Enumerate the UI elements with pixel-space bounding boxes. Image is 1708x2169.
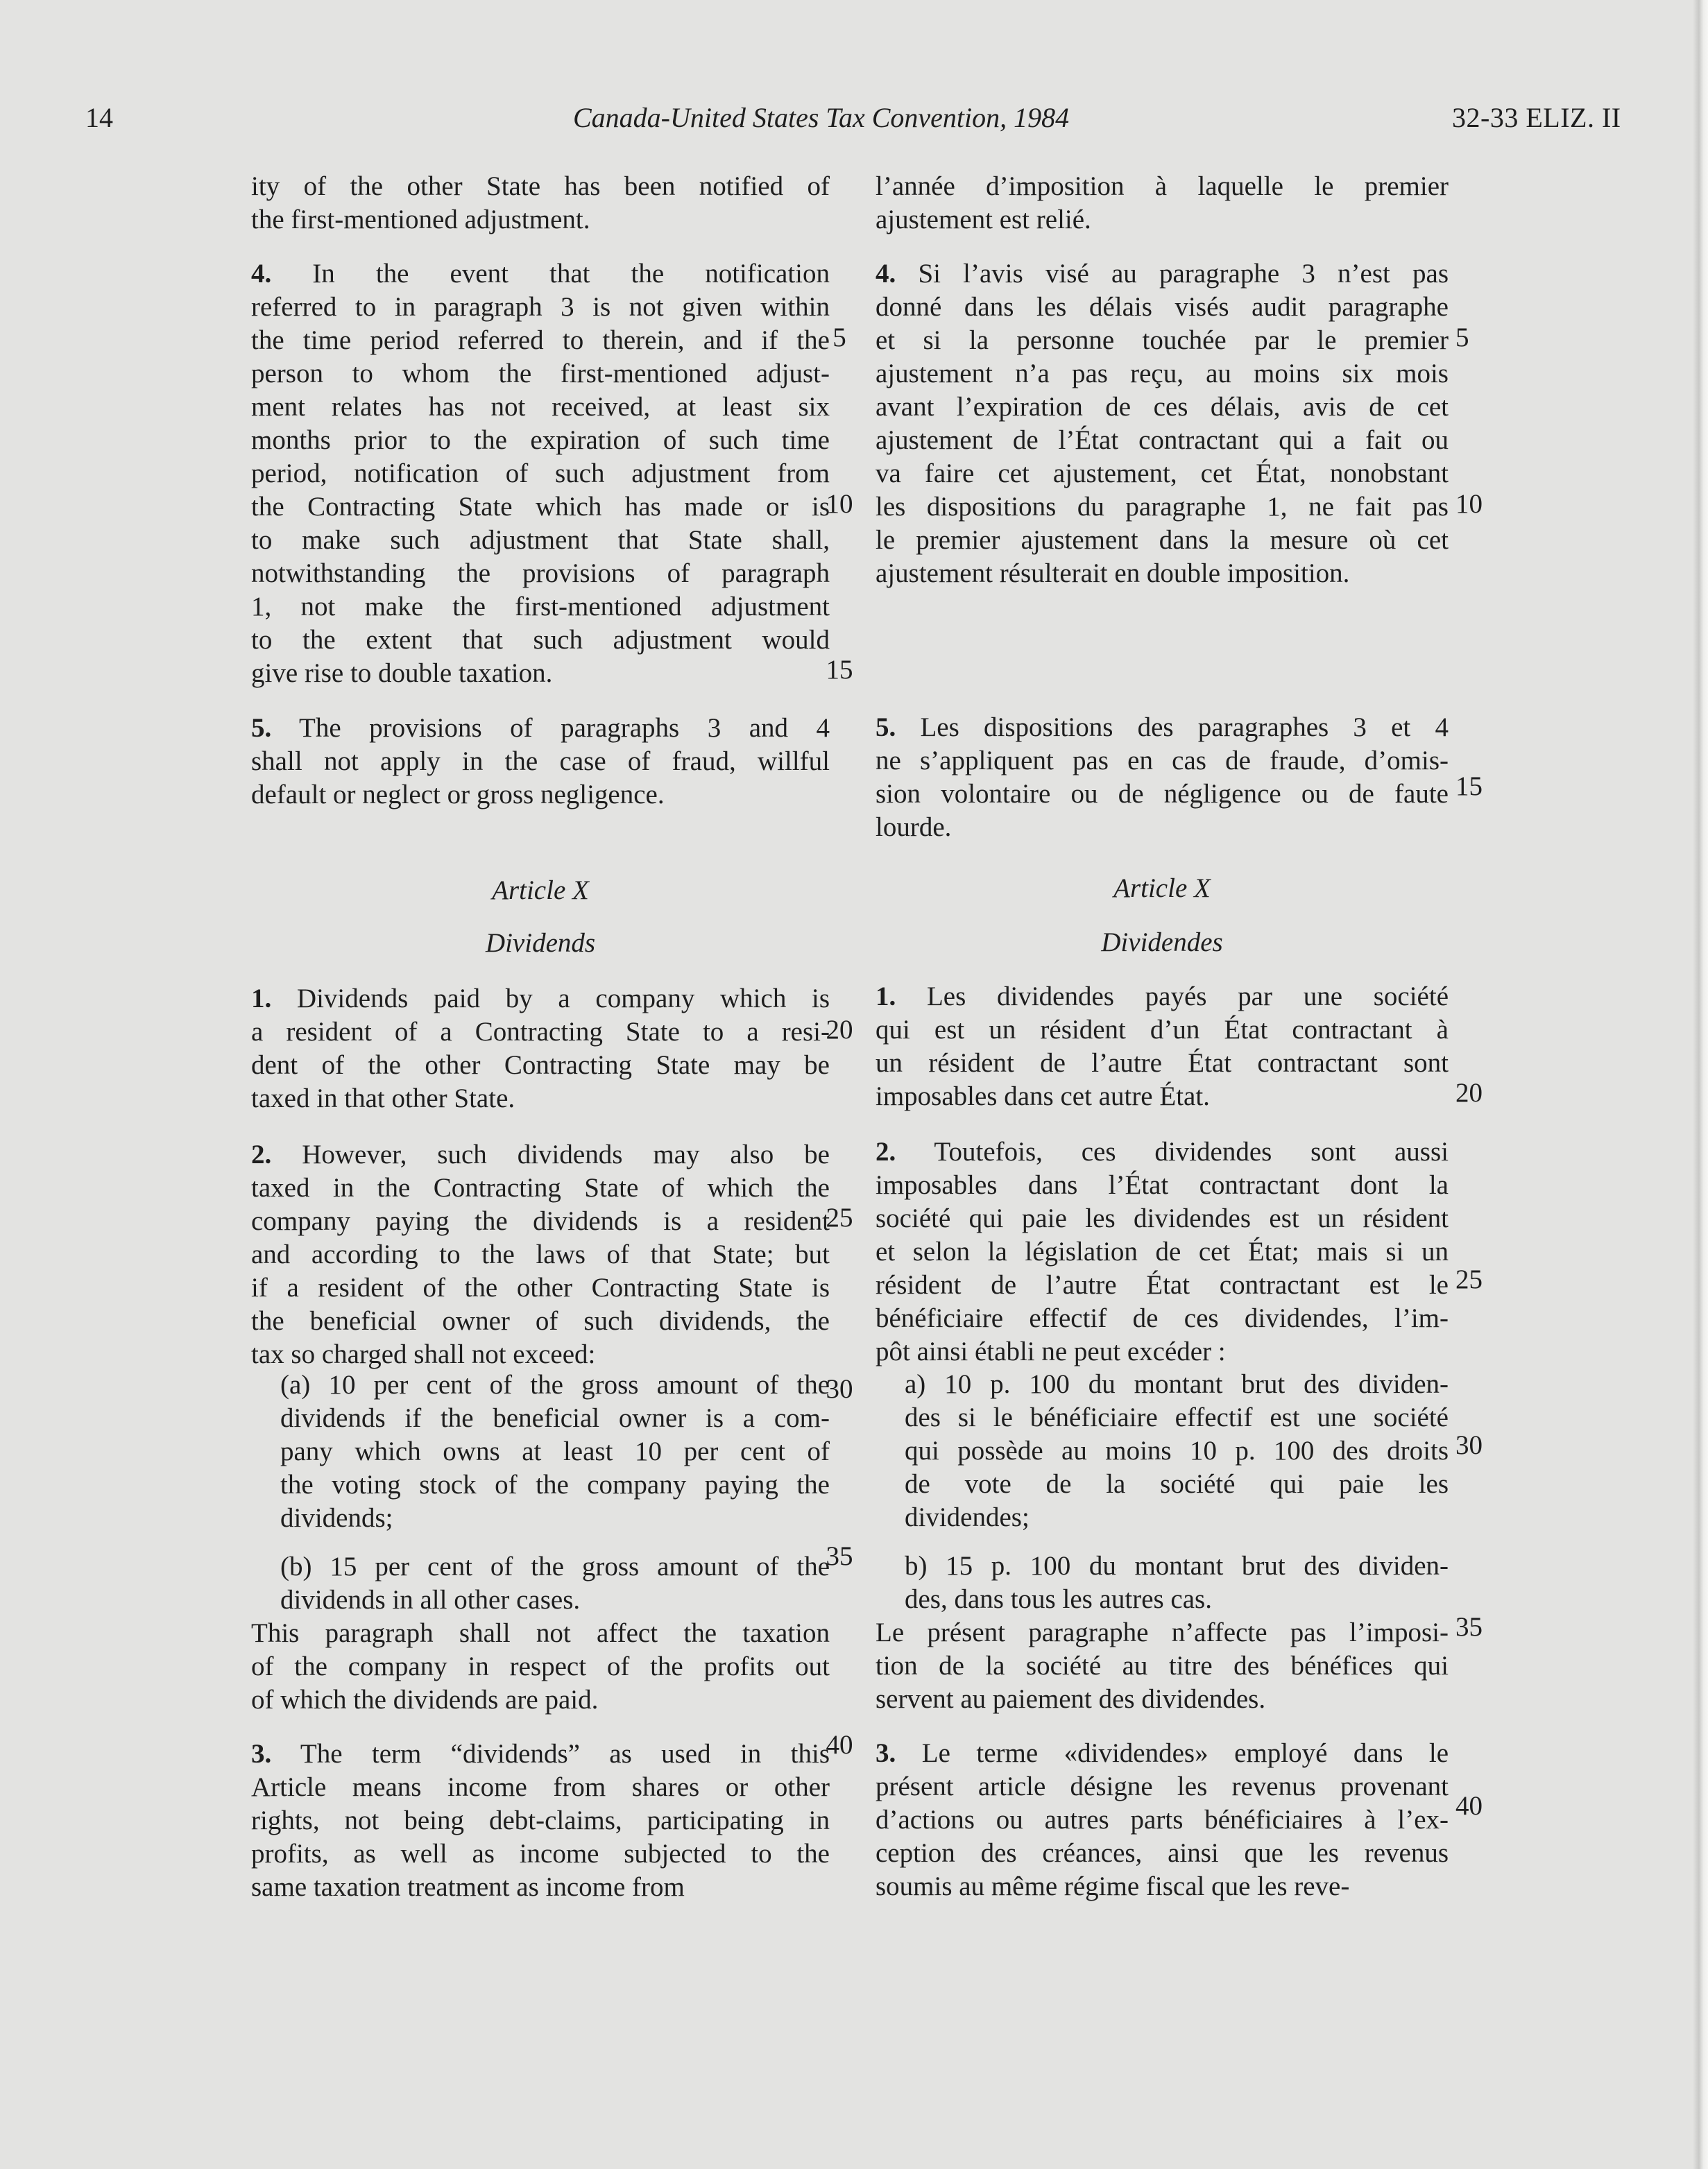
paragraph [251, 712, 830, 812]
line-number: 20 [1455, 1078, 1483, 1108]
text-line [251, 1402, 830, 1435]
paragraph [251, 170, 830, 237]
line-text: a resident of a Contracting State to a resi- [251, 1017, 830, 1047]
line-text: un résident de l’autre État contractant sont [876, 1048, 1449, 1078]
line-text: taxed in the Contracting State of which the [251, 1173, 830, 1203]
text-line [251, 1138, 830, 1172]
line-text: In the event that the notification [312, 259, 830, 289]
line-text: servent au paiement des dividendes. [876, 1684, 1266, 1714]
line-text: if a resident of the other Contracting State is [251, 1273, 830, 1303]
text-line [251, 1238, 830, 1271]
heading-text: Dividendes [1101, 927, 1223, 957]
line-text: default or neglect or gross negligence. [251, 780, 665, 809]
line-text: Le terme «dividendes» employé dans le [921, 1738, 1449, 1768]
line-text: pany which owns at least 10 per cent of [280, 1437, 830, 1466]
text-line [876, 324, 1449, 357]
text-line [251, 1015, 830, 1049]
paragraph-number: 5. [876, 712, 896, 742]
text-line [876, 1135, 1449, 1169]
text-line [876, 711, 1449, 744]
line-text: 10 per cent of the gross amount of the [328, 1370, 830, 1400]
line-text: ity of the other State has been notified of [251, 171, 830, 201]
paragraph-number: 3. [251, 1739, 272, 1769]
line-text: qui est un résident d’un État contractant à [876, 1015, 1449, 1045]
line-text: tax so charged shall not exceed: [251, 1339, 596, 1369]
text-line [251, 778, 830, 812]
text-line [876, 1434, 1449, 1468]
text-line [251, 1082, 830, 1115]
line-text: to the extent that such adjustment would [251, 625, 830, 655]
line-number: 30 [1455, 1430, 1483, 1460]
text-line [876, 744, 1449, 778]
text-line [251, 745, 830, 778]
text-line [876, 457, 1449, 490]
page-number: 14 [85, 102, 113, 133]
line-text: qui possède au moins 10 p. 100 des droits [905, 1436, 1449, 1466]
line-number: 5 [1455, 323, 1469, 352]
heading-text: Article X [492, 875, 589, 905]
text-line [251, 490, 830, 524]
line-text: et si la personne touchée par le premier [876, 325, 1449, 355]
line-text: the beneficial owner of such dividends, the [251, 1306, 830, 1336]
line-text: 10 p. 100 du montant brut des dividen- [944, 1369, 1449, 1399]
line-text: imposables dans l’État contractant dont la [876, 1170, 1449, 1200]
line-text: same taxation treatment as income from [251, 1872, 685, 1902]
text-line [251, 170, 830, 203]
text-line [251, 1771, 830, 1804]
text-line [251, 1049, 830, 1082]
running-title: Canada-United States Tax Convention, 1984 [573, 102, 1070, 133]
text-line [876, 490, 1449, 524]
text-line [251, 1617, 830, 1650]
line-text: ajustement n’a pas reçu, au moins six mois [876, 359, 1449, 388]
line-text: dividends in all other cases. [280, 1585, 581, 1615]
line-text: Les dividendes payés par une société [926, 981, 1449, 1011]
text-line [876, 1013, 1449, 1047]
text-line [251, 1271, 830, 1305]
line-text: Si l’avis visé au paragraphe 3 n’est pas [918, 259, 1449, 289]
line-text: period, notification of such adjustment from [251, 458, 830, 488]
line-text: des si le bénéficiaire effectif est une société [905, 1403, 1449, 1432]
text-line [251, 1804, 830, 1837]
text-line [251, 1683, 830, 1717]
text-line [876, 203, 1449, 237]
line-number: 5 [832, 323, 846, 352]
line-text: le premier ajustement dans la mesure où cet [876, 525, 1449, 555]
text-line [876, 524, 1449, 557]
line-text: Toutefois, ces dividendes sont aussi [934, 1137, 1449, 1167]
line-number: 15 [826, 655, 853, 685]
subparagraph [251, 1550, 830, 1617]
statute-reference: 32-33 ELIZ. II [1452, 102, 1621, 133]
text-line [876, 424, 1449, 457]
line-text: the Contracting State which has made or is [251, 492, 830, 522]
paragraph-number: 2. [251, 1140, 272, 1169]
text-line [876, 1683, 1449, 1716]
line-text: 1, not make the first-mentioned adjustment [251, 592, 830, 621]
line-text: les dispositions du paragraphe 1, ne fait pas [876, 492, 1449, 522]
text-line [876, 257, 1449, 291]
line-text: person to whom the first-mentioned adjust- [251, 359, 830, 388]
text-line [251, 1871, 830, 1904]
text-line [251, 982, 830, 1015]
text-line [251, 1584, 830, 1617]
line-text: ment relates has not received, at least six [251, 392, 830, 422]
line-text: Le présent paragraphe n’affecte pas l’imposi- [876, 1618, 1449, 1647]
text-line [251, 557, 830, 590]
text-line [876, 557, 1449, 590]
line-text: shall not apply in the case of fraud, willful [251, 746, 830, 776]
text-line [251, 624, 830, 657]
text-line [251, 1550, 830, 1584]
line-text: taxed in that other State. [251, 1083, 515, 1113]
paragraph [876, 980, 1449, 1113]
text-line [876, 1583, 1449, 1616]
line-text: company paying the dividends is a resident [251, 1206, 830, 1236]
text-line [876, 1649, 1449, 1683]
text-line [876, 1368, 1449, 1401]
line-text: The term “dividends” as used in this [300, 1739, 830, 1769]
text-line [251, 424, 830, 457]
text-line [876, 811, 1449, 844]
line-text: tion de la société au titre des bénéfices qui [876, 1651, 1449, 1681]
paragraph [251, 257, 830, 690]
text-line [876, 1269, 1449, 1302]
text-line [251, 1172, 830, 1205]
text-line [876, 1169, 1449, 1202]
text-line [876, 1501, 1449, 1534]
line-number: 15 [1455, 771, 1483, 801]
line-text: The provisions of paragraphs 3 and 4 [299, 713, 830, 743]
line-text: d’actions ou autres parts bénéficiaires à l’ex- [876, 1805, 1449, 1835]
line-text: This paragraph shall not affect the taxation [251, 1618, 830, 1648]
line-text: the voting stock of the company paying the [280, 1470, 830, 1500]
line-text: of which the dividends are paid. [251, 1685, 599, 1715]
paragraph [876, 1135, 1449, 1369]
line-text: présent article désigne les revenus provenant [876, 1772, 1449, 1801]
paragraph-number: 3. [876, 1738, 896, 1768]
paragraph-number: 2. [876, 1137, 896, 1167]
line-text: soumis au même régime fiscal que les reve- [876, 1871, 1350, 1901]
paragraph [251, 982, 830, 1115]
line-text: Article means income from shares or other [251, 1772, 830, 1802]
text-line [876, 1302, 1449, 1335]
text-line [251, 590, 830, 624]
paragraph-number: 1. [251, 984, 272, 1013]
text-line [251, 1650, 830, 1683]
paragraph-number: 5. [251, 713, 272, 743]
text-line [251, 1837, 830, 1871]
line-text: 15 p. 100 du montant brut des dividen- [946, 1551, 1449, 1581]
text-line [876, 1803, 1449, 1837]
text-line [876, 291, 1449, 324]
text-line [876, 1047, 1449, 1080]
article-heading [876, 926, 1449, 959]
text-line [876, 1550, 1449, 1583]
text-line [251, 1738, 830, 1771]
line-text: pôt ainsi établi ne peut excéder : [876, 1337, 1226, 1366]
line-text: Les dispositions des paragraphes 3 et 4 [920, 712, 1449, 742]
page-edge-shadow [1693, 0, 1708, 2169]
line-text: avant l’expiration de ces délais, avis de cet [876, 392, 1449, 422]
text-line [876, 1401, 1449, 1434]
paragraph-number: 4. [251, 259, 272, 289]
text-line [251, 1502, 830, 1535]
text-line [876, 1737, 1449, 1770]
line-number: 25 [826, 1203, 853, 1233]
line-number: 40 [826, 1730, 853, 1760]
text-line [876, 391, 1449, 424]
paragraph-number: 1. [876, 981, 896, 1011]
text-line [876, 1870, 1449, 1903]
line-text: résident de l’autre État contractant est le [876, 1270, 1449, 1300]
line-number: 10 [826, 489, 853, 519]
line-number: 40 [1455, 1791, 1483, 1821]
line-number: 10 [1455, 489, 1483, 519]
text-line [251, 712, 830, 745]
text-line [251, 657, 830, 690]
text-line [251, 457, 830, 490]
text-line [876, 1837, 1449, 1870]
item-label: a) [905, 1369, 926, 1399]
line-text: the time period referred to therein, and if the [251, 325, 830, 355]
paragraph [876, 1616, 1449, 1716]
text-line [876, 1235, 1449, 1269]
text-line [876, 357, 1449, 391]
line-number: 35 [826, 1541, 853, 1571]
text-line [251, 1369, 830, 1402]
text-line [251, 291, 830, 324]
text-line [251, 1205, 830, 1238]
line-text: imposables dans cet autre État. [876, 1081, 1210, 1111]
line-text: de vote de la société qui paie les [905, 1469, 1449, 1499]
line-text: société qui paie les dividendes est un résident [876, 1203, 1449, 1233]
text-line [876, 1616, 1449, 1649]
line-text: and according to the laws of that State; but [251, 1240, 830, 1269]
line-text: to make such adjustment that State shall, [251, 525, 830, 555]
paragraph [876, 170, 1449, 237]
line-number: 20 [826, 1015, 853, 1045]
text-line [251, 391, 830, 424]
subparagraph [251, 1369, 830, 1535]
line-text: donné dans les délais visés audit paragraphe [876, 292, 1449, 322]
line-text: ajustement est relié. [876, 205, 1091, 234]
line-text: ception des créances, ainsi que les revenus [876, 1838, 1449, 1868]
text-line [876, 1335, 1449, 1369]
line-text: des, dans tous les autres cas. [905, 1584, 1212, 1614]
heading-text: Article X [1113, 873, 1211, 903]
text-line [251, 324, 830, 357]
line-text: dividends if the beneficial owner is a com- [280, 1403, 830, 1433]
text-line [251, 203, 830, 237]
paragraph [876, 1737, 1449, 1903]
line-text: Dividends paid by a company which is [296, 984, 830, 1013]
heading-text: Dividends [485, 928, 596, 958]
line-text: dent of the other Contracting State may be [251, 1050, 830, 1080]
line-text: ajustement de l’État contractant qui a fait ou [876, 425, 1449, 455]
text-line [251, 257, 830, 291]
line-text: give rise to double taxation. [251, 658, 553, 688]
item-label: (b) [280, 1552, 312, 1581]
line-text: the first-mentioned adjustment. [251, 205, 590, 234]
text-line [876, 1080, 1449, 1113]
line-text: l’année d’imposition à laquelle le premier [876, 171, 1449, 201]
line-text: referred to in paragraph 3 is not given within [251, 292, 830, 322]
article-heading [876, 872, 1449, 905]
line-text: va faire cet ajustement, cet État, nonobstant [876, 458, 1449, 488]
line-text: lourde. [876, 812, 952, 842]
text-line [251, 1435, 830, 1468]
line-text: notwithstanding the provisions of paragraph [251, 558, 830, 588]
item-label: b) [905, 1551, 928, 1581]
line-number: 25 [1455, 1264, 1483, 1294]
subparagraph [876, 1550, 1449, 1616]
line-text: bénéficiaire effectif de ces dividendes, l’im- [876, 1303, 1449, 1333]
line-text: dividendes; [905, 1502, 1030, 1532]
text-line [876, 1770, 1449, 1803]
line-text: sion volontaire ou de négligence ou de faute [876, 779, 1449, 809]
paragraph [251, 1138, 830, 1371]
line-text: 15 per cent of the gross amount of the [330, 1552, 830, 1581]
text-line [876, 1468, 1449, 1501]
line-text: et selon la législation de cet État; mais si un [876, 1237, 1449, 1267]
text-line [876, 980, 1449, 1013]
article-heading [251, 874, 830, 907]
line-text: of the company in respect of the profits out [251, 1652, 830, 1681]
paragraph [251, 1738, 830, 1904]
text-line [251, 1468, 830, 1502]
text-line [876, 778, 1449, 811]
paragraph [251, 1617, 830, 1717]
text-line [251, 357, 830, 391]
line-text: ne s’appliquent pas en cas de fraude, d’omis- [876, 746, 1449, 775]
subparagraph [876, 1368, 1449, 1534]
article-heading [251, 927, 830, 960]
text-line [876, 170, 1449, 203]
text-line [251, 1305, 830, 1338]
line-text: dividends; [280, 1503, 393, 1533]
text-line [251, 1338, 830, 1371]
line-text: ajustement résulterait en double imposition. [876, 558, 1350, 588]
line-text: profits, as well as income subjected to the [251, 1839, 830, 1869]
line-text: rights, not being debt-claims, participating in [251, 1806, 830, 1835]
line-text: months prior to the expiration of such time [251, 425, 830, 455]
text-line [251, 524, 830, 557]
paragraph [876, 257, 1449, 590]
line-number: 30 [826, 1374, 853, 1404]
text-line [876, 1202, 1449, 1235]
paragraph-number: 4. [876, 259, 896, 289]
item-label: (a) [280, 1370, 311, 1400]
line-text: However, such dividends may also be [302, 1140, 830, 1169]
paragraph [876, 711, 1449, 844]
line-number: 35 [1455, 1612, 1483, 1642]
